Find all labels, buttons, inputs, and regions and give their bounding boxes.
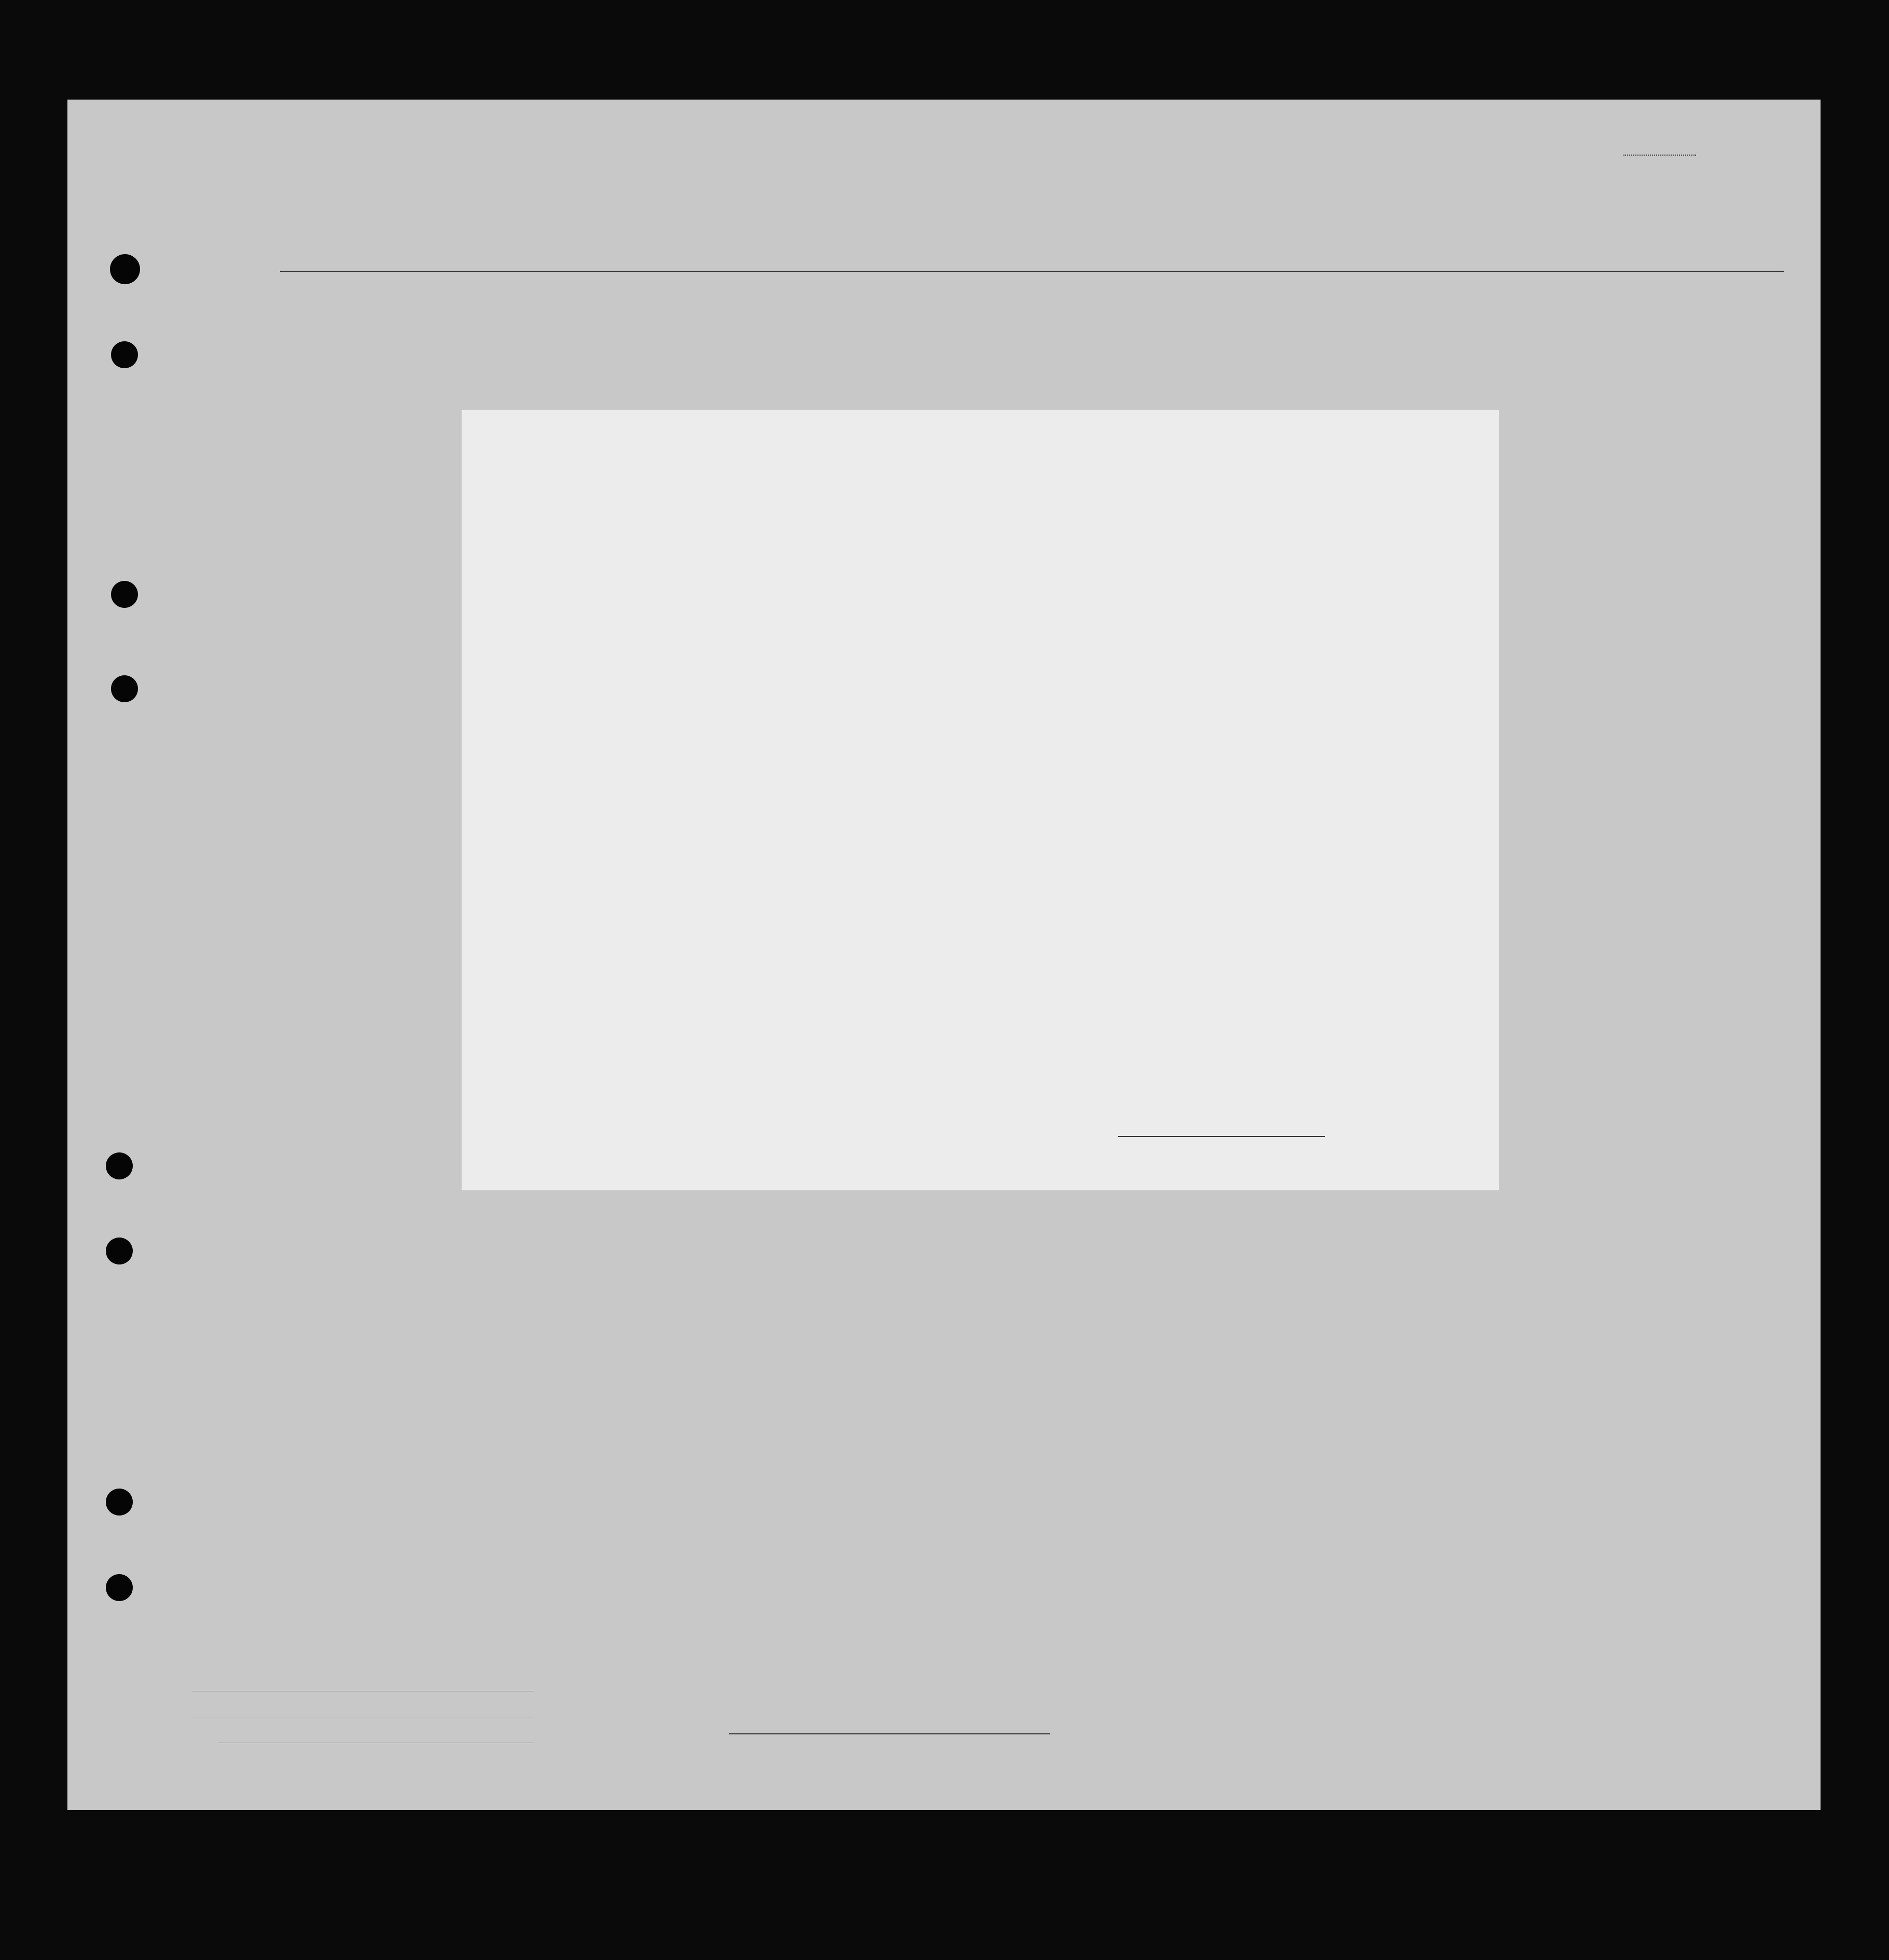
binder-hole <box>106 1152 133 1179</box>
crew-declaration-card <box>462 410 1499 1190</box>
binder-hole <box>110 254 140 284</box>
binder-hole <box>106 1574 133 1601</box>
binder-hole <box>111 341 138 368</box>
binder-hole <box>106 1238 133 1264</box>
inspector-blank <box>729 1733 1050 1734</box>
binder-hole <box>111 581 138 608</box>
captain-signature-line <box>1118 1136 1325 1137</box>
manifest-sheet <box>67 100 1821 1810</box>
binder-hole <box>111 675 138 702</box>
binder-hole <box>106 1489 133 1516</box>
